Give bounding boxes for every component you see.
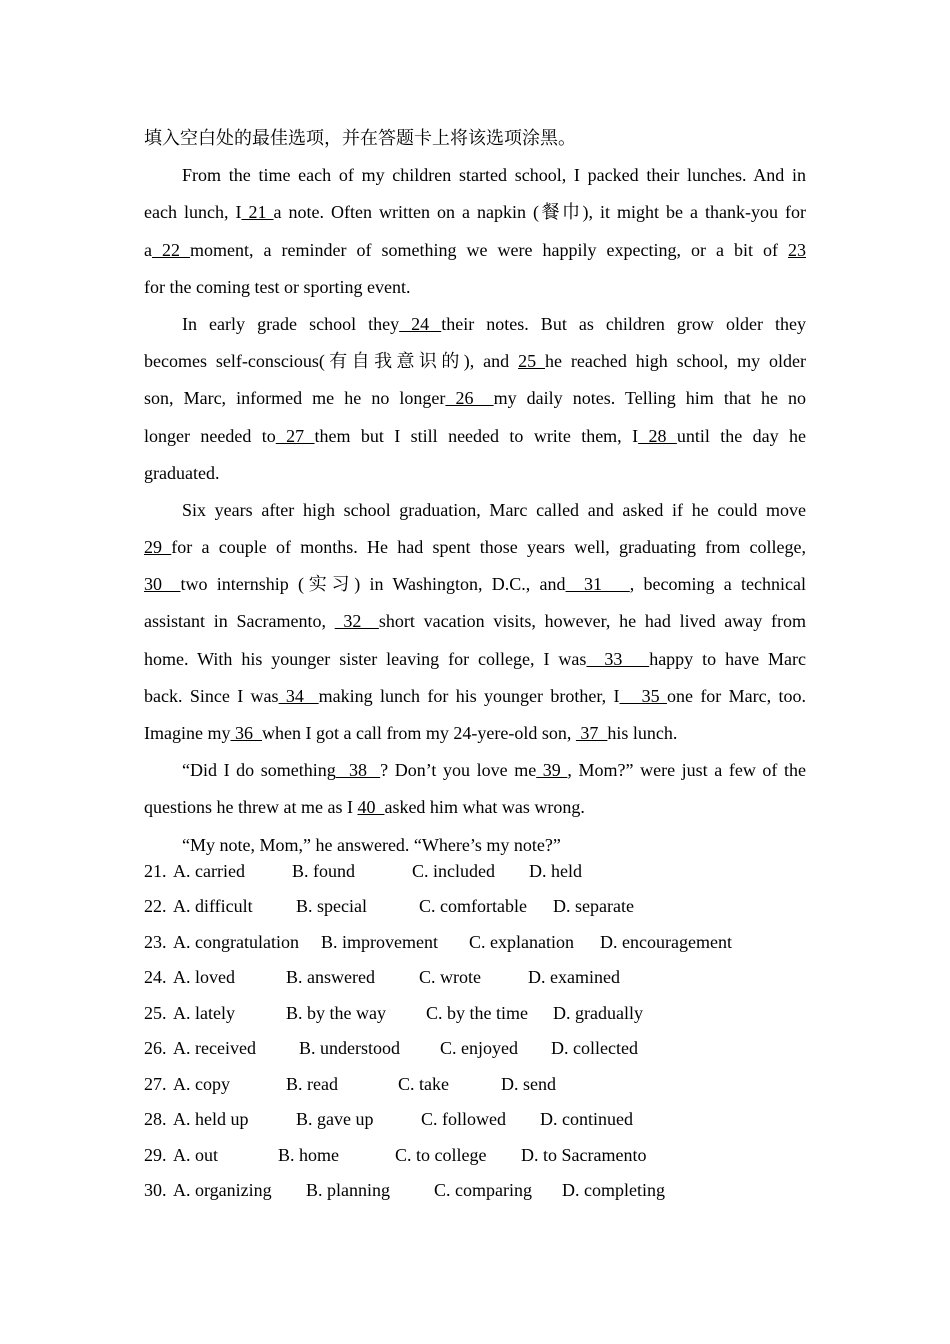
blank-21: 21 — [241, 202, 274, 223]
option-c: C. by the time — [426, 1003, 528, 1023]
text: a note. Often written on a napkin (餐巾), it might be a thank-you for — [273, 202, 806, 223]
option-a: A. organizing — [173, 1180, 272, 1200]
option-b: B. found — [292, 861, 355, 881]
paragraph-2-line-1 — [144, 306, 806, 343]
text: short vacation visits, however, he had lived away from — [378, 611, 806, 632]
text: happy to have Marc — [649, 648, 806, 669]
option-d: D. separate — [553, 896, 634, 916]
option-d: D. to Sacramento — [521, 1145, 647, 1165]
question-30 — [144, 1172, 844, 1208]
option-a: A. received — [173, 1038, 256, 1058]
text: assistant in Sacramento, — [144, 611, 335, 632]
option-b: B. answered — [286, 967, 375, 987]
option-d: D. continued — [540, 1109, 633, 1129]
paragraph-4-line-2 — [144, 789, 806, 826]
option-d: D. collected — [551, 1038, 638, 1058]
option-b: B. gave up — [296, 1109, 374, 1129]
option-b: B. by the way — [286, 1003, 386, 1023]
blank-27: 27 — [275, 425, 315, 446]
option-a: A. carried — [173, 861, 245, 881]
paragraph-2-line-5 — [144, 455, 806, 492]
text: “Did I do something — [182, 760, 336, 781]
option-c: C. wrote — [419, 967, 481, 987]
question-28 — [144, 1101, 844, 1137]
question-23 — [144, 924, 844, 960]
option-d: D. held — [529, 861, 582, 881]
paragraph-2-line-2 — [144, 343, 806, 380]
question-24 — [144, 959, 844, 995]
text: becomes self-conscious(有自我意识的), and — [144, 351, 519, 372]
text: , becoming a technical — [629, 574, 806, 595]
blank-26: 26 — [445, 388, 494, 409]
paragraph-3-line-1 — [144, 492, 806, 529]
text: my daily notes. Telling him that he no — [493, 388, 806, 409]
blank-35: 35 — [619, 685, 667, 706]
option-b: B. read — [286, 1074, 338, 1094]
blank-37: 37 — [575, 723, 608, 743]
question-number: 25. — [144, 1003, 167, 1023]
text: making lunch for his younger brother, I — [318, 685, 620, 706]
paragraph-3-line-4 — [144, 603, 806, 640]
text: son, Marc, informed me he no longer — [144, 388, 446, 409]
question-number: 30. — [144, 1180, 167, 1200]
option-c: C. comfortable — [419, 896, 527, 916]
text: moment, a reminder of something we were happily expecting, or a bit of — [190, 239, 778, 260]
question-number: 21. — [144, 861, 167, 881]
option-d: D. send — [501, 1074, 556, 1094]
text: questions he threw at me as I — [144, 797, 358, 818]
blank-36: 36 — [230, 723, 262, 743]
option-b: B. special — [296, 896, 367, 916]
blank-40: 40 — [357, 797, 385, 818]
question-27 — [144, 1066, 844, 1102]
option-b: B. improvement — [321, 932, 438, 952]
option-a: A. difficult — [173, 896, 253, 916]
blank-24: 24 — [399, 313, 442, 334]
blank-29: 29 — [144, 537, 172, 558]
option-d: D. completing — [562, 1180, 665, 1200]
option-b: B. home — [278, 1145, 339, 1165]
text: In early grade school they — [182, 313, 400, 334]
option-a: A. copy — [173, 1074, 230, 1094]
paragraph-4-line-1 — [144, 752, 806, 789]
option-a: A. held up — [173, 1109, 249, 1129]
text: home. With his younger sister leaving for college, I was — [144, 648, 587, 669]
question-29 — [144, 1137, 844, 1173]
blank-38: 38 — [335, 760, 381, 781]
question-number: 29. — [144, 1145, 167, 1165]
text: From the time each of my children started school, I packed their lunches. And in — [182, 165, 806, 186]
question-number: 27. — [144, 1074, 167, 1094]
paragraph-1-line-3 — [144, 232, 806, 269]
blank-23: 23 — [788, 239, 806, 260]
option-c: C. included — [412, 861, 495, 881]
option-c: C. enjoyed — [440, 1038, 518, 1058]
blank-25: 25 — [518, 351, 545, 372]
option-d: D. encouragement — [600, 932, 732, 952]
text: longer needed to — [144, 425, 276, 446]
text: his lunch. — [607, 723, 678, 743]
blank-30: 30 — [144, 574, 181, 595]
paragraph-3-line-5 — [144, 641, 806, 678]
option-b: B. planning — [306, 1180, 390, 1200]
option-d: D. examined — [528, 967, 620, 987]
blank-32: 32 — [334, 611, 379, 632]
option-c: C. explanation — [469, 932, 574, 952]
text: he reached high school, my older — [545, 351, 806, 372]
question-25 — [144, 995, 844, 1031]
instruction: 填入空白处的最佳选项，并在答题卡上将该选项涂黑。 — [144, 128, 576, 148]
paragraph-1-line-4 — [144, 269, 806, 306]
option-a: A. out — [173, 1145, 218, 1165]
text: for the coming test or sporting event. — [144, 276, 411, 297]
question-number: 26. — [144, 1038, 167, 1058]
text: each lunch, I — [144, 202, 242, 223]
text: ? Don’t you love me — [380, 760, 537, 781]
text: Six years after high school graduation, Marc called and asked if he could move — [182, 499, 806, 520]
option-b: B. understood — [299, 1038, 400, 1058]
paragraph-2-line-4 — [144, 418, 806, 455]
paragraph-3-line-6 — [144, 678, 806, 715]
text: one for Marc, too. — [666, 685, 806, 706]
text: their notes. But as children grow older they — [441, 313, 806, 334]
text: for a couple of months. He had spent those years well, graduating from college, — [171, 537, 806, 558]
text: until the day he — [676, 425, 806, 446]
option-c: C. comparing — [434, 1180, 532, 1200]
paragraph-2-line-3 — [144, 380, 806, 417]
text: them but I still needed to write them, I — [314, 425, 639, 446]
text: asked him what was wrong. — [384, 797, 585, 818]
text: back. Since I was — [144, 685, 279, 706]
option-c: C. to college — [395, 1145, 487, 1165]
blank-33: 33 — [586, 648, 650, 669]
question-21 — [144, 853, 844, 889]
text: two internship (实习) in Washington, D.C., and — [180, 574, 566, 595]
paragraph-5: “My note, Mom,” he answered. “Where’s my note?” — [182, 834, 561, 855]
paragraph-1-line-2 — [144, 194, 806, 231]
option-a: A. lately — [173, 1003, 235, 1023]
blank-39: 39 — [536, 760, 568, 781]
option-d: D. gradually — [553, 1003, 643, 1023]
question-number: 22. — [144, 896, 167, 916]
text: when I got a call from my 24-yere-old son, — [261, 723, 576, 743]
text: graduated. — [144, 462, 220, 483]
option-c: C. followed — [421, 1109, 506, 1129]
option-c: C. take — [398, 1074, 449, 1094]
option-a: A. loved — [173, 967, 235, 987]
paragraph-3-line-7 — [144, 715, 806, 752]
option-a: A. congratulation — [173, 932, 299, 952]
question-26 — [144, 1030, 844, 1066]
text: a — [144, 239, 152, 260]
question-number: 24. — [144, 967, 167, 987]
paragraph-3-line-3 — [144, 566, 806, 603]
blank-28: 28 — [638, 425, 677, 446]
question-number: 28. — [144, 1109, 167, 1129]
blank-34: 34 — [278, 685, 319, 706]
question-22 — [144, 888, 844, 924]
passage — [144, 120, 806, 864]
blank-22: 22 — [152, 239, 191, 260]
text: Imagine my — [144, 723, 231, 743]
paragraph-1-line-1 — [144, 157, 806, 194]
blank-31: 31 — [565, 574, 630, 595]
paragraph-3-line-2 — [144, 529, 806, 566]
text: , Mom?” were just a few of the — [567, 760, 806, 781]
question-number: 23. — [144, 932, 167, 952]
